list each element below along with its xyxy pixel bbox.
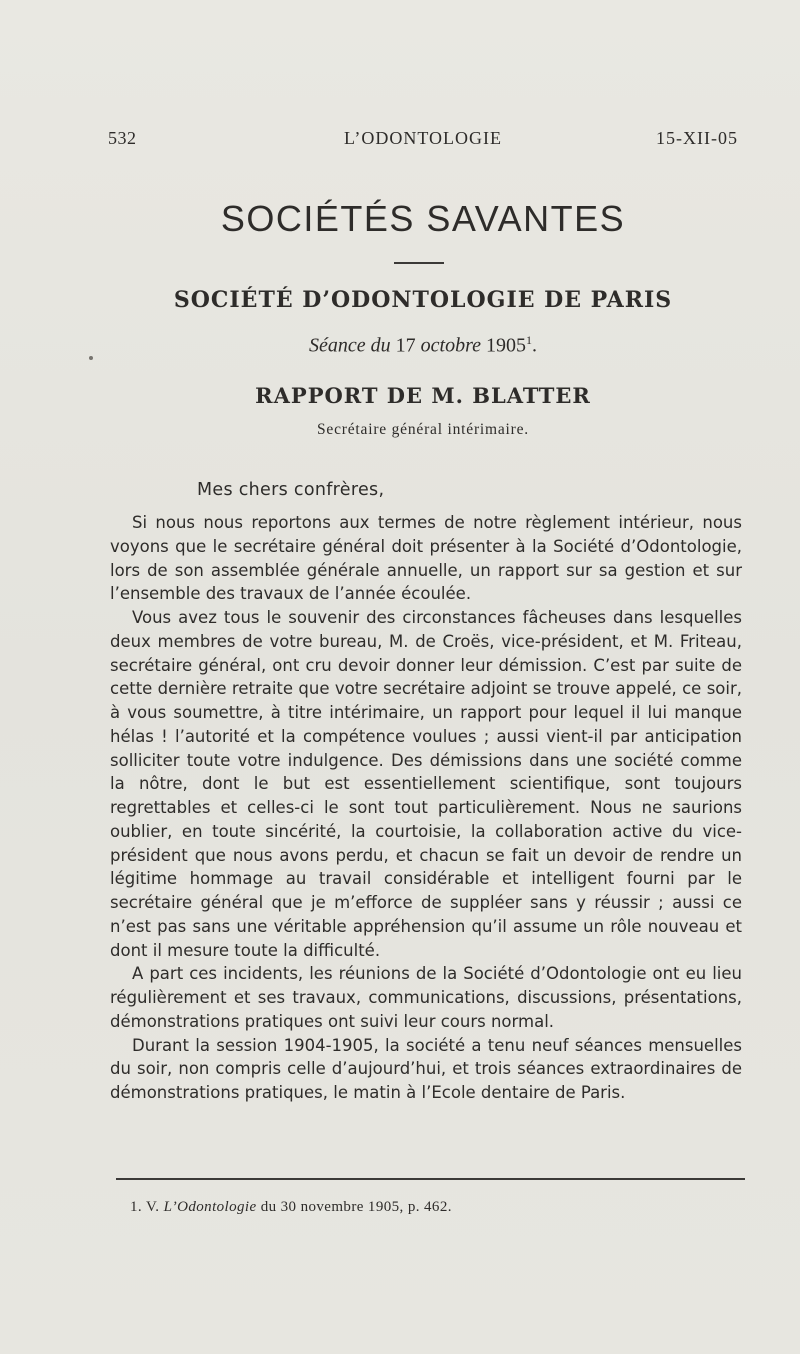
body-text	[110, 511, 742, 1105]
running-header	[108, 128, 738, 158]
report-title: RAPPORT DE M. BLATTER	[255, 383, 591, 408]
title-divider	[394, 262, 444, 264]
section-title: SOCIÉTÉS SAVANTES	[220, 198, 626, 239]
session-day: 17	[395, 334, 416, 357]
footnote	[130, 1199, 452, 1216]
paragraph: A part ces incidents, les réunions de la Société d’Odontologie ont eu lieu régulièrement et ses travaux, communications, discussions, présentations, démonstrations pratiques ont suivi leur cours normal.	[110, 964, 742, 1031]
footnote-number: 1.	[130, 1199, 143, 1215]
footnote-reference: 1	[526, 333, 532, 347]
salutation: Mes chers confrères,	[197, 480, 385, 500]
society-title: SOCIÉTÉ D’ODONTOLOGIE DE PARIS	[173, 287, 673, 313]
paragraph: Si nous nous reportons aux termes de notre règlement intérieur, nous voyons que le secrétaire général doit présenter à la Société d’Odontologie, lors de son assemblée générale annuelle, un rapport sur sa gestion et sur l’ensemble des travaux de l’année écoulée.	[110, 513, 742, 604]
issue-date: 15-XII-05	[656, 128, 738, 148]
session-suffix: .	[532, 334, 537, 357]
paragraph: Vous avez tous le souvenir des circonstances fâcheuses dans lesquelles deux membres de votre bureau, M. de Croës, vice-président, et M. Friteau, secrétaire général, ont cru devoir donner leur démission. C’est par suite de cette dernière retraite que votre secrétaire adjoint se trouve appelé, ce soir, à vous soumettre, à titre intérimaire, un rapport pour lequel il lui manque hélas ! l’autorité et la compétence voulues ; aussi vient-il par anticipation solliciter toute votre indulgence. Des démissions dans une société comme la nôtre, dont le but est essentiellement scientifique, sont toujours regrettables et celles-ci le sont tout particulièrement. Nous ne saurions oublier, en toute sincérité, la courtoisie, la collaboration active du vice-président que nous avons perdu, et chacun se fait un devoir de rendre un légitime hommage au travail considérable et intelligent fourni par le secrétaire général que je m’efforce de suppléer sans y réussir ; aussi ce n’est pas sans une véritable appréhension qu’il assume un rôle nouveau et dont il mesure toute la difficulté.	[110, 608, 742, 960]
session-month: octobre	[415, 334, 486, 357]
page-number: 532	[108, 128, 137, 148]
paragraph: Durant la session 1904-1905, la société a tenu neuf séances mensuelles du soir, non compris celle d’aujourd’hui, et trois séances extraordinaires de démonstrations pratiques, le matin à l’Ecole dentaire de Paris.	[110, 1035, 742, 1102]
journal-name: L’ODONTOLOGIE	[344, 128, 502, 148]
footnote-prefix: V.	[145, 1199, 164, 1215]
session-year: 1905	[486, 334, 526, 357]
report-subtitle: Secrétaire général intérimaire.	[317, 421, 529, 438]
footnote-journal: L’Odontologie	[163, 1199, 257, 1215]
ink-speck	[89, 356, 93, 360]
session-prefix: Séance du	[309, 334, 396, 357]
session-date	[0, 333, 800, 358]
footnote-rule	[116, 1178, 745, 1180]
footnote-text: du 30 novembre 1905, p. 462.	[256, 1199, 452, 1215]
